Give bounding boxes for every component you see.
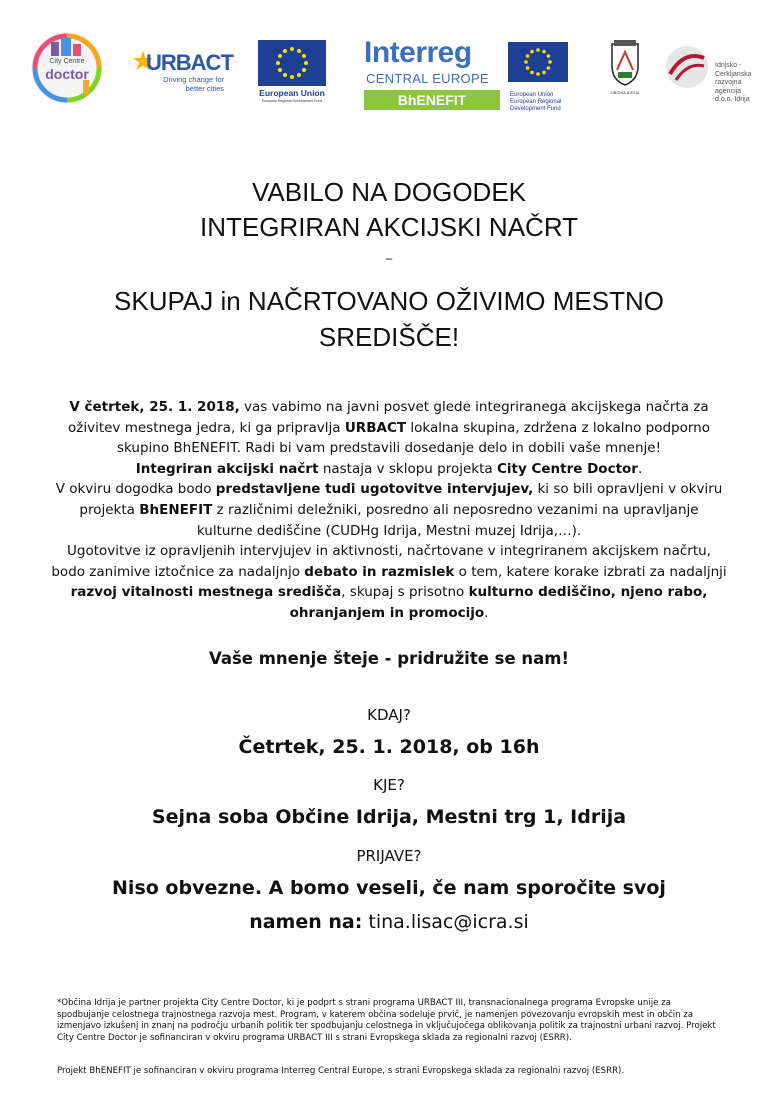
- interreg-line2: CENTRAL EUROPE: [366, 71, 489, 86]
- interreg-eu-caption-2: European Regional: [510, 99, 562, 105]
- title-line-4: SREDIŠČE!: [318, 322, 460, 352]
- ccd-line1: City Centre: [49, 58, 85, 65]
- obcina-idrija-logo: [604, 40, 646, 110]
- icra-line5: d.o.o. Idrija: [715, 96, 750, 103]
- coat-of-arms-icon: [608, 40, 642, 86]
- bhenefit-badge: BhENEFIT: [364, 90, 500, 110]
- title-line-3: SKUPAJ in NAČRTOVANO OŽIVIMO MESTNO: [114, 286, 664, 316]
- body-paragraph-3: V okviru dogodka bodo predstavljene tudi ugotovitve intervjujev, ki so bili opravljeni v okviru projekta BhENEFIT z različnimi deležniki, posredno ali neposredno vezanimi na upravljanje kulturne dediščine (CUDHg Idrija, Mestni muzej Idrija,…).: [55, 481, 723, 539]
- icra-logo: [664, 42, 764, 112]
- when-label: KDAJ?: [367, 706, 411, 724]
- tagline: Vaše mnenje šteje - pridružite se nam!: [208, 649, 570, 668]
- contact-email-link[interactable]: tina.lisac@icra.si: [368, 911, 529, 933]
- urbact-tagline-1: Driving change for: [163, 75, 224, 84]
- interreg-logo: [360, 38, 574, 120]
- interreg-eu-caption-3: Development Fund: [510, 106, 561, 112]
- icra-emblem-icon: [664, 44, 710, 90]
- where-value: Sejna soba Občine Idrija, Mestni trg 1, Idrija: [151, 806, 627, 828]
- interreg-eu-caption-1: European Union: [510, 92, 554, 98]
- footnote-2: Projekt BhENEFIT je sofinanciran v okviru programa Interreg Central Europe, s strani Evropskega sklada za regionalni razvoj (ESRR).: [57, 1066, 625, 1076]
- logo-bar: [0, 28, 778, 128]
- signup-line-2: [0, 911, 778, 933]
- ccd-line2: doctor: [45, 66, 89, 82]
- urbact-name: URBACT: [146, 50, 233, 75]
- urbact-tagline-2: better cities: [185, 84, 224, 93]
- footnote-1: *Občina Idrija je partner projekta City Centre Doctor, ki je podprt s strani programa URBACT III, transnacionalnega programa Evropske unije za spodbujanje celostnega trajnostnega razvoja mest. Program, v katerem občina sodeluje prvič, je namenjen povezovanju evropskih mest in občin za izmenjavo izkušenj in znanj na področju urbanih politik ter spodbujanju celostnega in vključujočega oblikovanja politik za trajnostni urbani razvoj. Projekt City Centre Doctor je sofinanciran v okviru programa URBACT III s strani Evropskega sklada za regionalni razvoj (ESRR).: [57, 998, 716, 1043]
- urbact-logo: [124, 42, 234, 102]
- eu-sub: European Regional Development Fund: [261, 99, 323, 103]
- title-line-2: INTEGRIRAN AKCIJSKI NAČRT: [199, 212, 579, 242]
- icra-line2: Cerkljanska: [715, 70, 752, 78]
- body-paragraph-2: Integriran akcijski načrt nastaja v sklopu projekta City Centre Doctor.: [135, 460, 643, 477]
- eu-flag-icon: [508, 42, 568, 82]
- eu-caption: European Union: [259, 88, 325, 98]
- city-centre-doctor-logo: [27, 28, 107, 106]
- interreg-line1: Interreg: [364, 36, 472, 69]
- title-line-1: VABILO NA DOGODEK: [251, 177, 527, 207]
- icra-line4: agencija: [715, 87, 742, 95]
- body-text: [50, 397, 728, 624]
- when-value: Četrtek, 25. 1. 2018, ob 16h: [238, 736, 540, 758]
- obcina-caption: OBČINA IDRIJA: [610, 90, 640, 95]
- where-label: KJE?: [373, 776, 405, 794]
- icra-line1: Idrijsko -: [715, 62, 742, 69]
- signup-line-1: Niso obvezne. A bomo veseli, če nam sporočite svoj: [112, 877, 666, 899]
- signup-intent: namen na:: [249, 911, 363, 933]
- eu-logo: [255, 40, 329, 110]
- title-dash: –: [385, 251, 393, 265]
- signup-label: PRIJAVE?: [356, 847, 422, 865]
- body-paragraph-1: V četrtek, 25. 1. 2018, vas vabimo na javni posvet glede integriranega akcijskega načrta za oživitev mestnega jedra, ki ga pripravlja URBACT lokalna skupina, zdržena z lokalno podporno skupino BhENEFIT. Radi bi vam predstavili dosedanje delo in dobili vaše mnenje!: [68, 399, 710, 457]
- icra-line3: razvojna: [715, 79, 742, 86]
- body-paragraph-4: Ugotovitve iz opravljenih intervjujev in aktivnosti, načrtovane v integriranem akcijskem načrtu, bodo zanimive iztočnice za nadaljnjo debato in razmislek o tem, katere korake izbrati za nadaljnji razvoj vitalnosti mestnega središča, skupaj s prisotno kulturno dediščino, njeno rabo, ohranjanjem in promocijo.: [51, 543, 727, 621]
- eu-flag-icon: [258, 40, 326, 86]
